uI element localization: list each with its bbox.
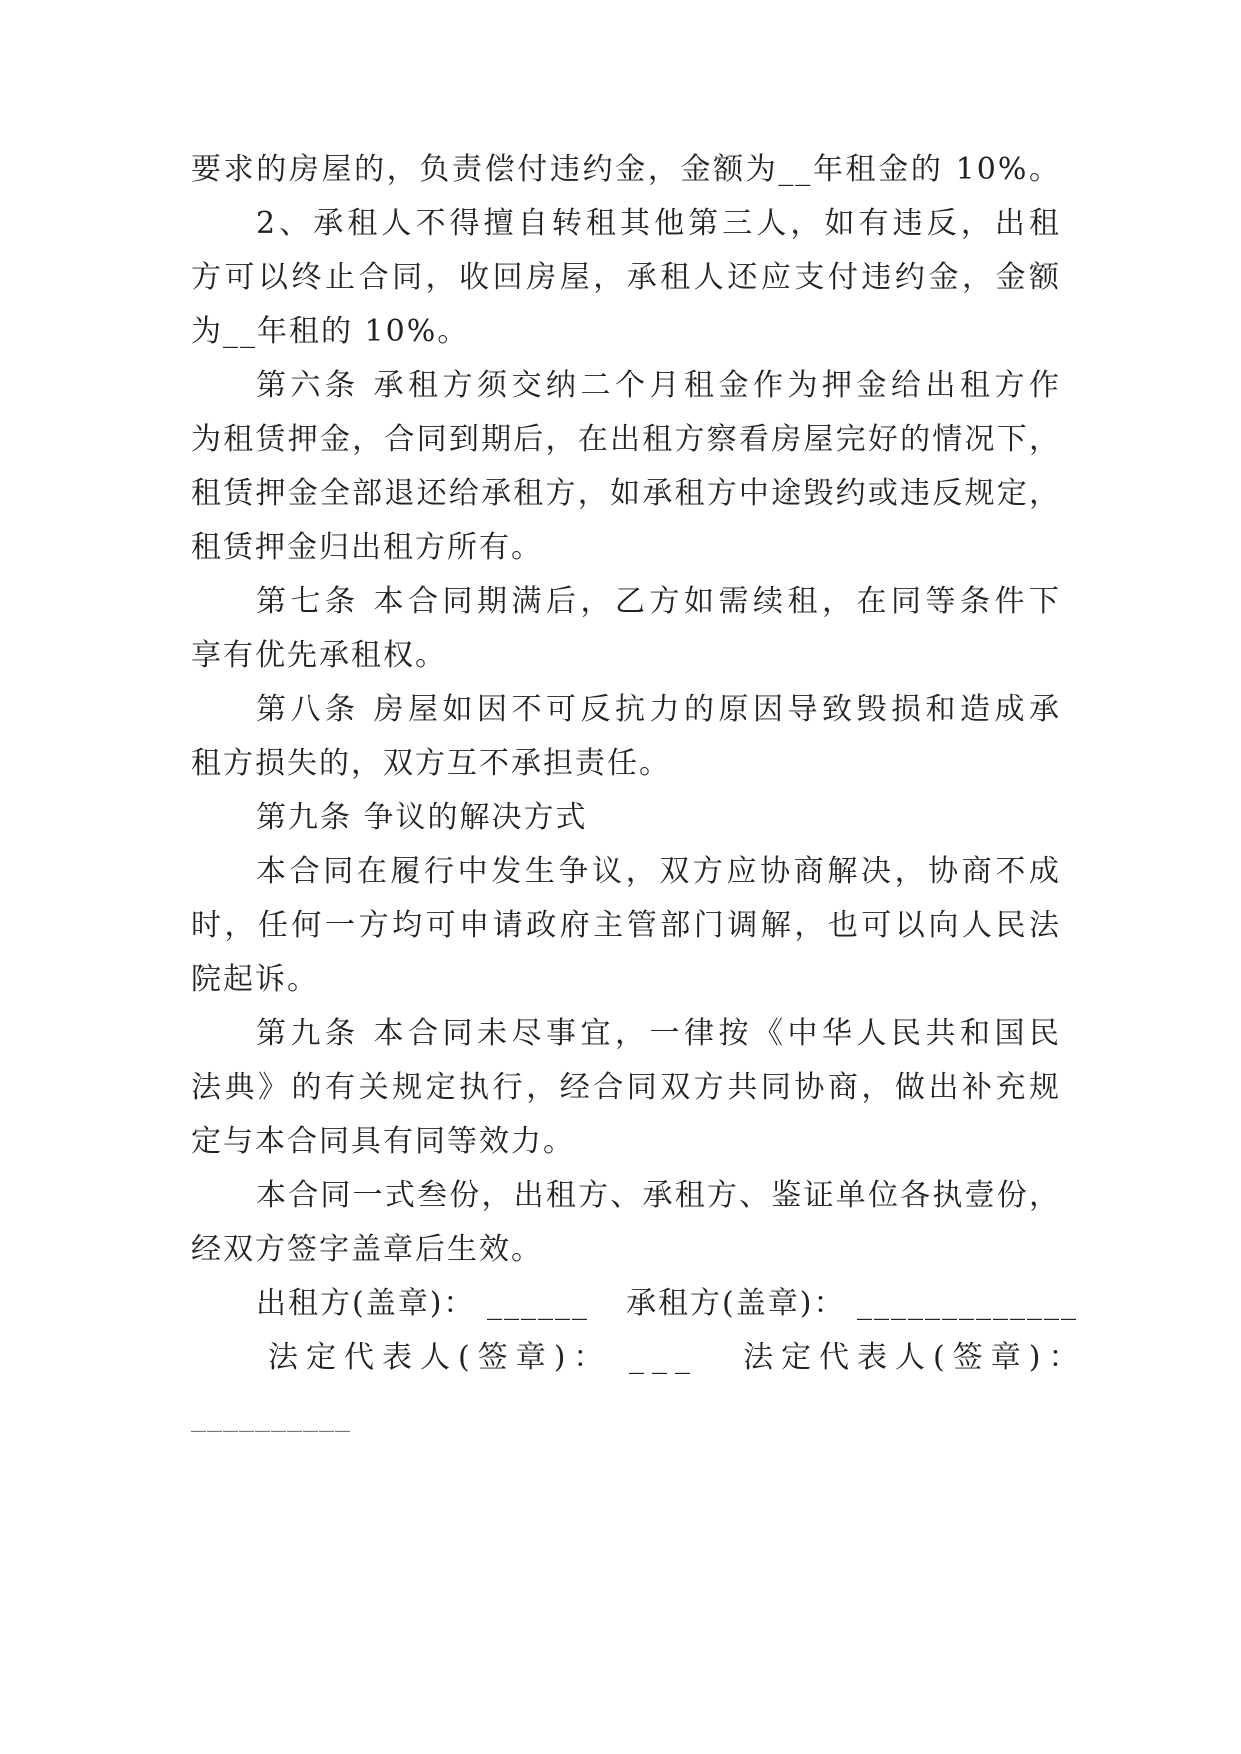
signature-line-representatives <box>268 1338 1087 1378</box>
text-line: 院起诉。 <box>191 962 319 997</box>
text-line: 享有优先承租权。 <box>191 638 447 673</box>
text-line: 时，任何一方均可申请政府主管部门调解，也可以向人民法 <box>191 908 1061 943</box>
lessee-seal-blank: _____________ <box>857 1286 1079 1321</box>
lessor-representative-label: 法定代表人(签章)： <box>268 1340 612 1375</box>
lessor-seal-label: 出租方(盖章)： <box>256 1286 476 1321</box>
lessor-representative-blank: ___ <box>628 1340 698 1375</box>
text-line: 第九条 争议的解决方式 <box>256 800 588 835</box>
text-line: 租赁押金全部退还给承租方，如承租方中途毁约或违反规定， <box>191 476 1061 511</box>
text-line: 本合同在履行中发生争议，双方应协商解决，协商不成 <box>256 854 1061 889</box>
text-line: 经双方签字盖章后生效。 <box>191 1232 543 1267</box>
text-line: 租方损失的，双方互不承担责任。 <box>191 746 671 781</box>
text-line: 本合同一式叁份，出租方、承租方、鉴证单位各执壹份， <box>256 1178 1061 1213</box>
text-line: 定与本合同具有同等效力。 <box>191 1124 575 1159</box>
lessee-seal-label: 承租方(盖章)： <box>626 1286 846 1321</box>
text-line: 第九条 本合同未尽事宜，一律按《中华人民共和国民 <box>256 1016 1061 1051</box>
signature-line-seals <box>256 1284 1079 1324</box>
text-line: 为租赁押金，合同到期后，在出租方察看房屋完好的情况下， <box>191 422 1061 457</box>
text-line: 第八条 房屋如因不可反抗力的原因导致毁损和造成承 <box>256 692 1061 727</box>
text-line: 租赁押金归出租方所有。 <box>191 530 543 565</box>
text-line: 法典》的有关规定执行，经合同双方共同协商，做出补充规 <box>191 1070 1061 1105</box>
text-line: 第七条 本合同期满后，乙方如需续租，在同等条件下 <box>256 584 1061 619</box>
text-line: 方可以终止合同，收回房屋，承租人还应支付违约金，金额 <box>191 260 1061 295</box>
lessee-representative-blank: __________ <box>191 1398 351 1433</box>
lessee-representative-label: 法定代表人(签章)： <box>743 1340 1087 1375</box>
text-line: 要求的房屋的，负责偿付违约金，金额为__年租金的 10%。 <box>191 152 1061 187</box>
text-line: 第六条 承租方须交纳二个月租金作为押金给出租方作 <box>256 368 1061 403</box>
text-line: 为__年租的 10%。 <box>191 314 470 349</box>
lessor-seal-blank: ______ <box>486 1286 589 1321</box>
text-line: 2、承租人不得擅自转租其他第三人，如有违反，出租 <box>256 206 1061 241</box>
